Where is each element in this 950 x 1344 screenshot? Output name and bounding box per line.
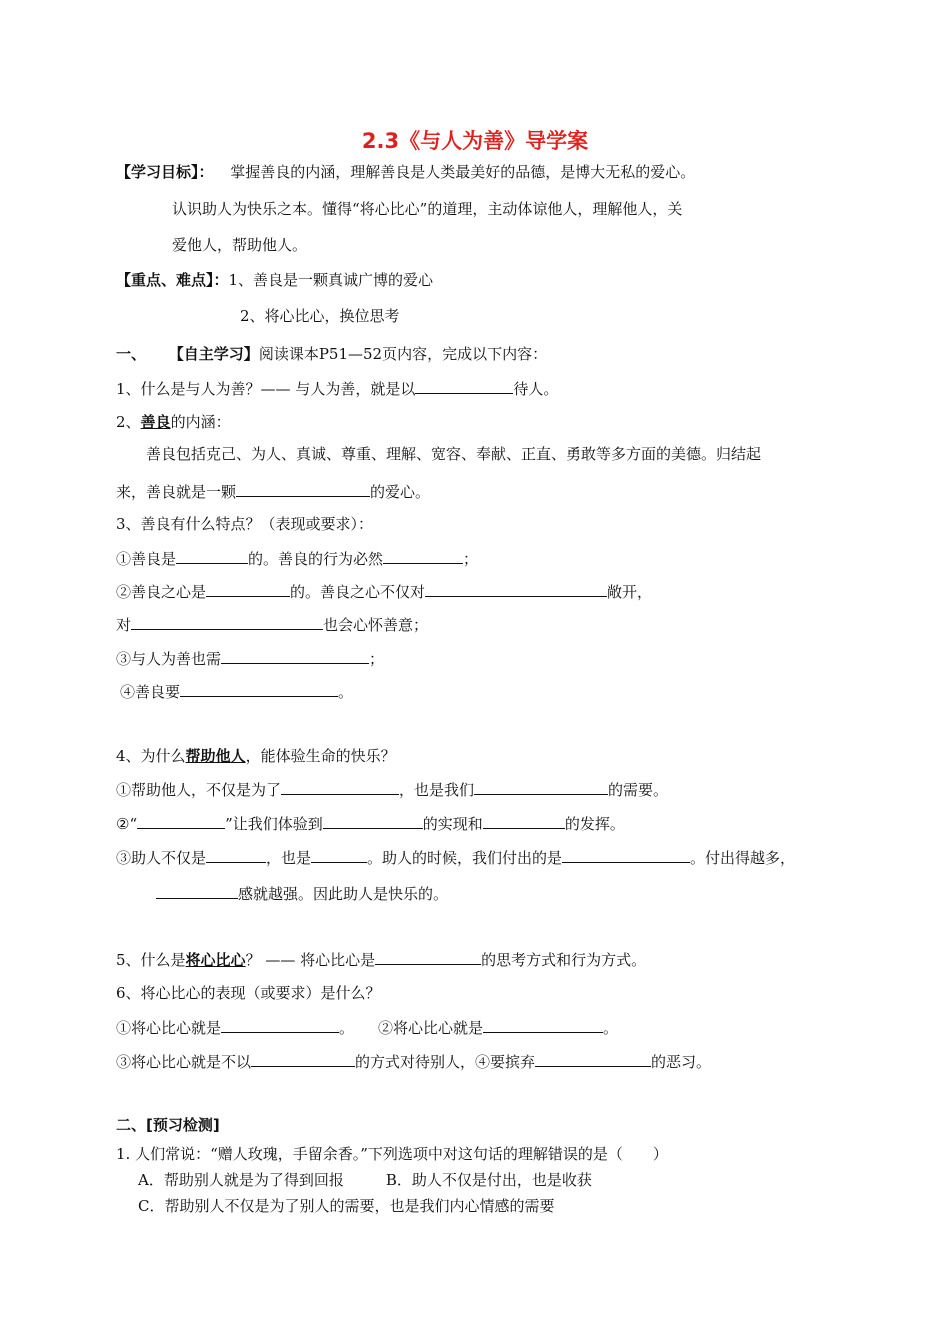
answer-blank[interactable]: [180, 681, 338, 697]
item-text: ③与人为善也需: [116, 650, 222, 668]
item-text: 。助人的时候，我们付出的是: [367, 849, 563, 867]
item-text: ④善良要: [120, 683, 181, 701]
section1-label: 【自主学习】: [168, 345, 259, 363]
section2-heading: 二、[预习检测]: [116, 1116, 220, 1134]
key-points-line-1: [116, 270, 433, 290]
section1-heading: [116, 344, 547, 364]
answer-blank[interactable]: [375, 949, 481, 965]
objectives-text-3: 爱他人，帮助他人。: [172, 236, 308, 254]
answer-blank[interactable]: [156, 883, 238, 899]
answer-blank[interactable]: [221, 1017, 339, 1033]
question-5-text: 5、什么是: [116, 951, 186, 969]
question-4-suffix: ，能体验生命的快乐？: [245, 747, 396, 765]
item-text: ③将心比心就是不以: [116, 1053, 252, 1071]
objectives-text-1: 掌握善良的内涵，理解善良是人类最美好的品德，是博大无私的爱心。: [230, 163, 696, 181]
question-3-item-2-continued: [116, 614, 428, 635]
item-text: ①善良是: [116, 550, 177, 568]
section1-instructions: 阅读课本P51—52页内容，完成以下内容：: [258, 345, 548, 363]
question-2-number: 2、: [116, 413, 141, 431]
answer-blank[interactable]: [236, 481, 370, 497]
item-text: 。付出得越多，: [690, 849, 796, 867]
option-c[interactable]: C．帮助别人不仅是为了别人的需要，也是我们内心情感的需要: [138, 1197, 555, 1215]
question-2-paragraph-2-text: 来，善良就是一颗: [116, 483, 237, 501]
item-text: 的。善良之心不仅对: [290, 583, 426, 601]
question-2-paragraph-2-suffix: 的爱心。: [370, 483, 431, 501]
item-text: 感就越强。因此助人是快乐的。: [238, 885, 449, 903]
item-text: 也会心怀善意；: [323, 616, 429, 634]
question-2: [116, 412, 231, 432]
answer-blank[interactable]: [206, 581, 290, 597]
answer-blank[interactable]: [535, 1051, 651, 1067]
key-points-label: 【重点、难点】：: [116, 271, 229, 289]
question-3-item-3: [116, 648, 384, 669]
item-text: 。: [339, 1019, 355, 1037]
question-5-suffix: 的思考方式和行为方式。: [481, 951, 647, 969]
answer-blank[interactable]: [251, 1051, 355, 1067]
section1-number: 一、: [116, 345, 147, 363]
answer-blank[interactable]: [483, 1017, 603, 1033]
answer-blank[interactable]: [562, 847, 690, 863]
item-text: ”让我们体验到: [225, 815, 323, 833]
item-text: ①帮助他人，不仅是为了: [116, 781, 282, 799]
answer-blank[interactable]: [483, 813, 565, 829]
item-text: 对: [116, 616, 132, 634]
answer-blank[interactable]: [137, 813, 225, 829]
question-4-text: 4、为什么: [116, 747, 186, 765]
section2-options-ab: [138, 1170, 592, 1190]
objectives-text-2: 认识助人为快乐之本。懂得“将心比心”的道理，主动体谅他人，理解他人，关: [172, 200, 683, 218]
answer-blank[interactable]: [383, 548, 463, 564]
item-text: 的需要。: [608, 781, 669, 799]
objectives-label: 【学习目标】：: [116, 163, 214, 181]
item-text: ②将心比心就是: [378, 1019, 484, 1037]
answer-blank[interactable]: [221, 648, 369, 664]
answer-blank[interactable]: [474, 779, 608, 795]
item-text: 的实现和: [422, 815, 483, 833]
item-text: ②善良之心是: [116, 583, 207, 601]
question-1: [116, 378, 558, 399]
question-6: 6、将心比心的表现（或要求）是什么？: [116, 984, 381, 1002]
section2-question-1: 1. 人们常说：“赠人玫瑰，手留余香。”下列选项中对这句话的理解错误的是（ ）: [116, 1145, 668, 1163]
question-5-text: ？ —— 将心比心是: [245, 951, 376, 969]
item-text: ③助人不仅是: [116, 849, 207, 867]
question-6-item-3-4: [116, 1051, 711, 1072]
question-2-text: 的内涵：: [170, 413, 231, 431]
item-text: ②“: [116, 815, 138, 833]
question-4-item-3: [116, 847, 795, 868]
item-text: ；: [463, 550, 479, 568]
question-2-keyword: 善良: [140, 413, 171, 431]
question-1-text: 1、什么是与人为善？—— 与人为善，就是以: [116, 380, 416, 398]
question-3-item-4: [120, 681, 353, 702]
item-text: 的方式对待别人，④要摈弃: [355, 1053, 536, 1071]
answer-blank[interactable]: [206, 847, 266, 863]
question-5-keyword: 将心比心: [185, 951, 246, 969]
item-text: ，也是我们: [399, 781, 475, 799]
key-point-2: 2、将心比心，换位思考: [240, 307, 400, 325]
item-text: ，也是: [266, 849, 312, 867]
question-4-item-3-continued: [156, 883, 448, 904]
page-title: 2.3《与人为善》导学案: [361, 129, 589, 153]
answer-blank[interactable]: [311, 847, 367, 863]
question-4-keyword: 帮助他人: [185, 747, 246, 765]
question-4-item-2: [116, 813, 625, 834]
item-text: 。: [603, 1019, 619, 1037]
answer-blank[interactable]: [425, 581, 607, 597]
question-3-item-1: [116, 548, 478, 569]
question-2-paragraph-2: [116, 481, 430, 502]
item-text: 敞开，: [607, 583, 653, 601]
answer-blank[interactable]: [176, 548, 248, 564]
question-4: [116, 746, 396, 766]
item-text: 。: [338, 683, 354, 701]
question-5: [116, 949, 646, 970]
question-2-paragraph-1: 善良包括克己、为人、真诚、尊重、理解、宽容、奉献、正直、勇敢等多方面的美德。归结起: [146, 445, 762, 463]
key-point-1: 1、善良是一颗真诚广博的爱心: [228, 271, 434, 289]
question-4-item-1: [116, 779, 668, 800]
item-text: ；: [369, 650, 385, 668]
objectives-line-1: [116, 162, 695, 182]
question-3-item-2: [116, 581, 652, 602]
question-3: 3、善良有什么特点？（表现或要求）：: [116, 515, 374, 533]
item-text: 的发挥。: [564, 815, 625, 833]
option-a[interactable]: A．帮助别人就是为了得到回报: [138, 1171, 344, 1189]
answer-blank[interactable]: [323, 813, 423, 829]
item-text: 的恶习。: [651, 1053, 712, 1071]
option-b[interactable]: B．助人不仅是付出，也是收获: [385, 1171, 592, 1189]
question-1-suffix: 待人。: [513, 380, 559, 398]
answer-blank[interactable]: [131, 614, 323, 630]
answer-blank[interactable]: [415, 378, 513, 394]
question-6-item-1-2: [116, 1017, 618, 1038]
item-text: 的。善良的行为必然: [248, 550, 384, 568]
answer-blank[interactable]: [281, 779, 399, 795]
item-text: ①将心比心就是: [116, 1019, 222, 1037]
